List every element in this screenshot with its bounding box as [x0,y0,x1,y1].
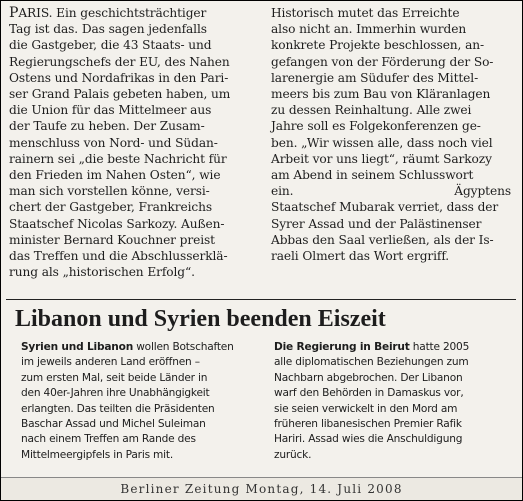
article-column-right [271,5,511,264]
article-line: chert der Gastgeber, Frankreichs [9,200,213,215]
article-line: Historisch mutet das Erreichte [271,6,460,20]
article-line: der Taufe zu heben. Der Zusam- [9,119,205,134]
box-line: früheren libanesischen Premier Rafik [274,418,462,431]
article-line: also nicht an. Immerhin wurden [271,22,467,37]
article-line: man sich vorstellen könne, versi- [9,184,210,199]
box-line: im jeweils anderen Land eröffnen – [21,356,200,369]
section-divider [6,299,516,300]
article-line-indented: Ägyptens [454,184,511,199]
article-line: ser Grand Palais gebeten haben, um [9,87,231,102]
article-line: die Gastgeber, die 43 Staats- und [9,38,212,53]
article-line: minister Bernard Kouchner preist [9,232,215,247]
article-line: Abbas den Saal verließen, als der Is- [271,232,494,247]
box-line-rest: hatte 2005 [409,341,470,353]
article-line: den Frieden im Nahen Osten“, wie [9,168,221,183]
box-column-right [274,340,518,463]
article-line: Tag ist das. Das sagen jedenfalls [9,22,207,37]
dropcap-letter: P [9,5,19,21]
article-line: Ostens und Nordafrikas in den Pari- [9,70,229,85]
main-article [9,5,514,299]
box-line: zurück. [274,448,312,461]
box-line: warf den Behörden in Damaskus vor, [274,387,464,400]
newspaper-footer: Berliner Zeitung Montag, 14. Juli 2008 [1,477,522,500]
box-line: zum ersten Mal, seit beide Länder in [21,371,208,384]
article-line: ben. „Wir wissen alle, dass noch viel [271,135,493,150]
article-line-start: ein. [271,184,294,199]
box-line: sie seien verwickelt in den Mord am [274,402,458,415]
article-line: gefangen von der Förderung der So- [271,54,494,69]
article-line: die Union für das Mittelmeer aus [9,103,212,118]
box-line: Nachbarn abgebrochen. Der Libanon [274,371,463,384]
article-line: rainern sei „die beste Nachricht für [9,151,227,166]
article-line: menschluss von Nord- und Südan- [9,135,218,150]
box-line [21,340,261,355]
box-line [274,340,518,355]
box-lead: Die Regierung in Beirut [274,341,410,353]
article-line: Staatschef Nicolas Sarkozy. Außen- [9,216,225,231]
box-line: alle diplomatischen Beziehungen zum [274,356,469,369]
box-line: Hariri. Assad wies die Anschuldigung [274,433,463,446]
box-column-left [21,340,261,463]
box-lead: Syrien und Libanon [21,341,134,353]
box-headline: Libanon und Syrien beenden Eiszeit [15,306,386,332]
article-line: meers bis zum Bau von Kläranlagen [271,87,491,102]
box-line: erlangten. Das teilten die Präsidenten [21,402,215,415]
article-column-left [9,5,249,280]
article-line: Jahre soll es Folgekonferenzen ge- [271,119,481,134]
article-line: Staatschef Mubarak verriet, dass der [271,200,499,215]
box-line: nach einem Treffen am Rande des [21,433,196,446]
article-line: larenergie am Südufer des Mittel- [271,70,479,85]
article-line: rung als „historischen Erfolg“. [9,265,195,280]
article-line: zu dessen Reinhaltung. Alle zwei [271,103,472,118]
article-line: Regierungschefs der EU, des Nahen [9,54,230,69]
article-line: Syrer Assad und der Palästinenser [271,216,482,231]
article-line [271,183,511,199]
box-line: den 40er-Jahren ihre Unabhängigkeit [21,387,210,400]
article-line: raeli Olmert das Wort ergriff. [271,249,450,264]
article-line: das Treffen und die Abschlusserklä- [9,249,228,264]
article-line: Arbeit vor uns liegt“, räumt Sarkozy [271,151,492,166]
article-line-rest: ARIS. Ein geschichtsträchtiger [18,6,207,20]
box-line: Baschar Assad und Michel Suleiman [21,418,206,431]
box-line: Mittelmeergipfels in Paris mit. [21,448,174,461]
article-line: am Abend in seinem Schlusswort [271,168,474,183]
article-line [9,5,249,21]
box-line-rest: wollen Botschaften [133,341,234,353]
article-line: konkrete Projekte beschlossen, an- [271,38,485,53]
